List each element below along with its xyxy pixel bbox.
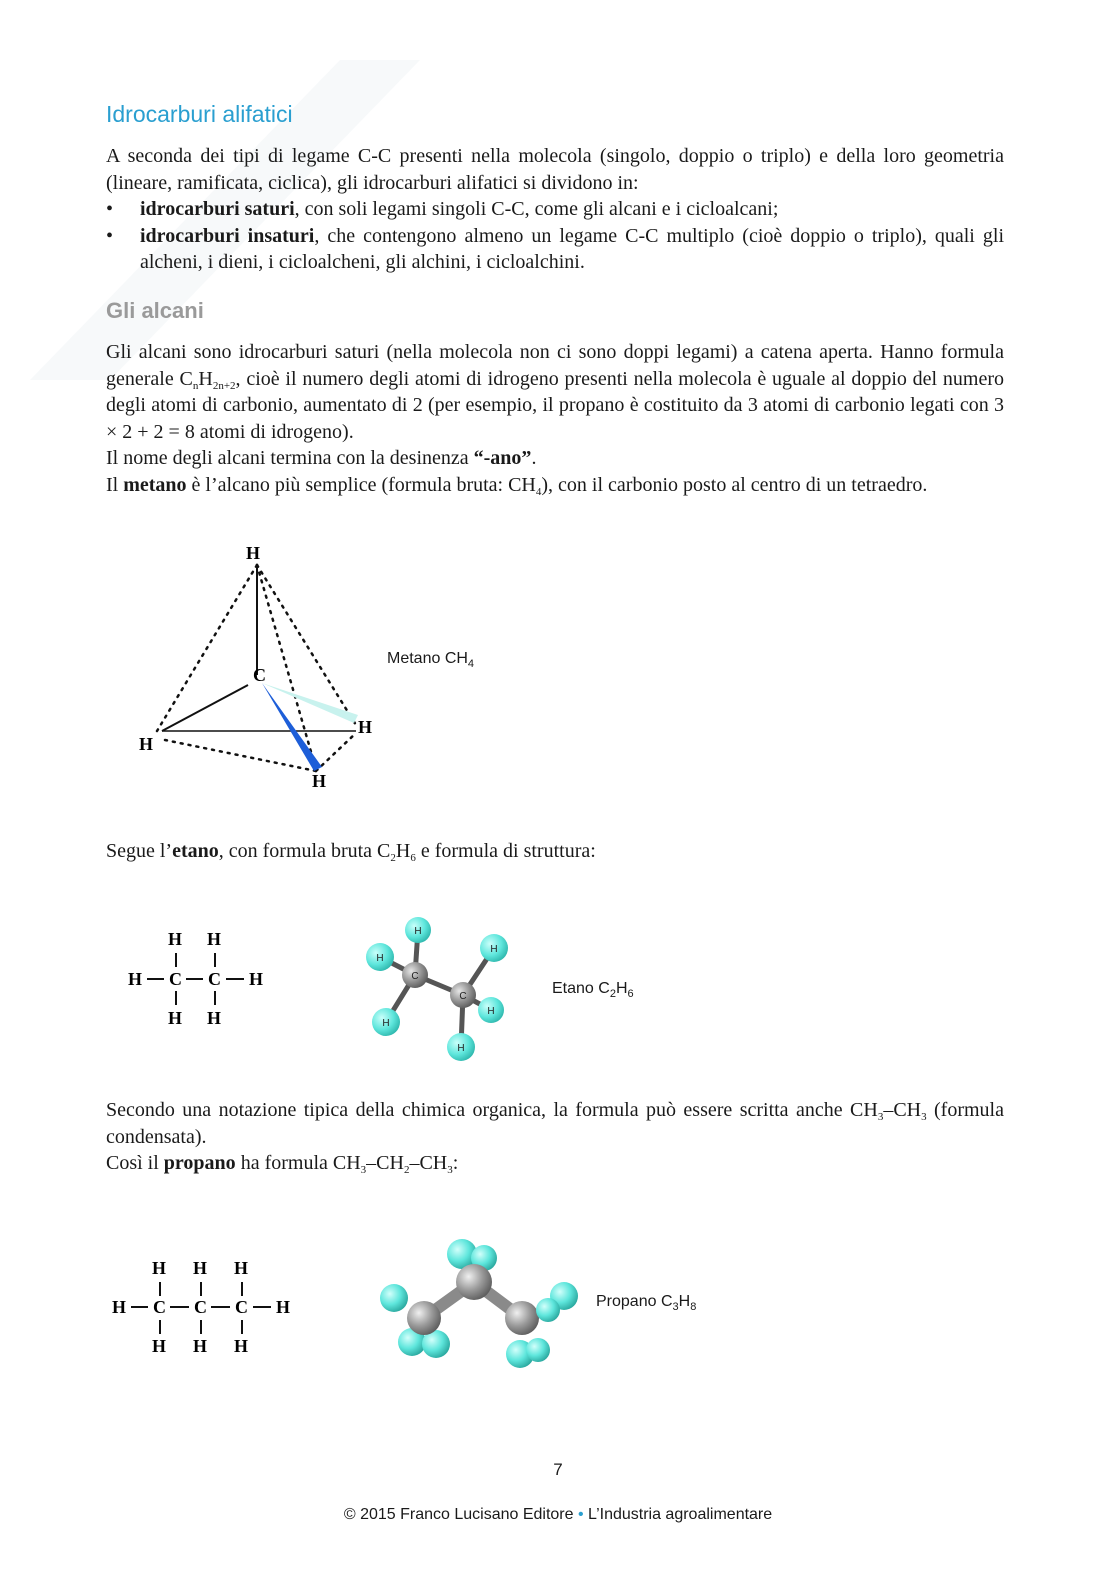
atom-c: C [235,1297,248,1317]
atom-h: H [234,1336,249,1356]
ethane-paragraph: Segue l’etano, con formula bruta $C_2H_6$ e formula di struttura: [106,840,596,864]
atom-h: H [207,1008,222,1028]
atom-h-right: H [358,717,373,737]
intro-paragraph [106,143,1004,276]
atom-label: H [490,944,498,955]
atom-c: C [169,969,182,989]
atom-label: H [457,1043,465,1054]
atom-label: H [376,953,384,964]
hydrogen-atom [380,1284,408,1312]
carbon-atom [505,1301,539,1335]
atom-h-front: H [312,771,327,791]
section-title: Idrocarburi alifatici [106,101,293,127]
list-item-text: , che contengono almeno un legame C-C multiplo (cioè doppio o triplo), quali gli alcheni, i dieni, i cicloalcheni, gli alchini, i cicloalchini. [140,224,1004,273]
condensed-formula-sentence: Secondo una notazione tipica della chimica organica, la formula può essere scritta anche $CH_3-CH_3$ (formula condensata). [106,1099,1004,1148]
atom-h: H [234,1258,249,1278]
methane-tetrahedron-diagram [120,535,400,805]
propane-ball-and-stick-model [370,1230,590,1375]
list-item-term: idrocarburi insaturi [140,224,315,247]
ethane-structural-formula [120,925,280,1035]
alkanes-definition: Gli alcani sono idrocarburi saturi (nella molecola non ci sono doppi legami) a catena aperta. Hanno formula generale $C_nH_{2n+2}$, cioè il numero degli atomi di idrogeno presenti nella molecola è uguale al doppio del numero degli atomi di carbonio, aumentato di 2 (per esempio, il propano è costituito da 3 atomi di carbonio legati con 3 × 2 + 2 = 8 atomi di idrogeno). [106,341,1004,443]
atom-h: H [128,969,143,989]
carbon-atom [407,1301,441,1335]
atom-label: C [459,991,467,1002]
footer-separator: • [577,1506,584,1523]
atom-label: H [414,926,422,937]
list-item-term: idrocarburi saturi [140,198,295,220]
atom-h: H [168,1008,183,1028]
atom-label: H [382,1018,390,1029]
atom-h: H [249,969,264,989]
hydrogen-atom [526,1338,550,1362]
alkanes-suffix: Il nome degli alcani termina con la desinenza “-ano”. [106,447,537,469]
intro-text: A seconda dei tipi di legame C-C presenti nella molecola (singolo, doppio o triplo) e della loro geometria (lineare, ramificata, ciclica), gli idrocarburi alifatici si dividono in: [106,145,1004,194]
ethane-ball-and-stick-model [360,915,520,1065]
list-item [106,196,1004,223]
methane-label: Metano $CH_4$ [387,650,475,670]
atom-h: H [112,1297,127,1317]
atom-label: H [487,1006,495,1017]
page-number: 7 [553,1460,563,1479]
list-item [106,223,1004,276]
atom-h: H [276,1297,291,1317]
atom-c: C [208,969,221,989]
atom-h: H [193,1258,208,1278]
ethane-label: Etano $C_2H_6$ [552,980,634,1000]
atom-h: H [193,1336,208,1356]
atom-c: C [153,1297,166,1317]
footer-credits [0,1506,1116,1524]
propane-structural-formula [104,1254,304,1364]
atom-h: H [207,929,222,949]
book-title: L’Industria agroalimentare [588,1506,773,1523]
atom-c: C [194,1297,207,1317]
atom-h: H [168,929,183,949]
atom-h: H [152,1336,167,1356]
atom-h-left: H [139,734,154,754]
atom-c-center: C [253,665,266,685]
subsection-title: Gli alcani [106,298,204,323]
hydrogen-atom [536,1298,560,1322]
atom-label: C [411,971,419,982]
alkanes-paragraph [106,339,1004,498]
carbon-atom [456,1264,492,1300]
copyright-text: © 2015 Franco Lucisano Editore [343,1506,574,1523]
hydrocarbon-type-list [106,196,1004,276]
atom-h-top: H [246,543,261,563]
methane-intro: Il metano è l’alcano più semplice (formula bruta: $CH_4$), con il carbonio posto al centro di un tetraedro. [106,473,928,498]
atom-h: H [152,1258,167,1278]
propane-label: Propano $C_3H_8$ [596,1293,697,1313]
condensed-formula-paragraph [106,1097,1004,1177]
list-item-text: , con soli legami singoli C-C, come gli alcani e i cicloalcani; [294,198,779,220]
propane-intro: Così il propano ha formula $CH_3-CH_2-CH_3$: [106,1152,459,1176]
